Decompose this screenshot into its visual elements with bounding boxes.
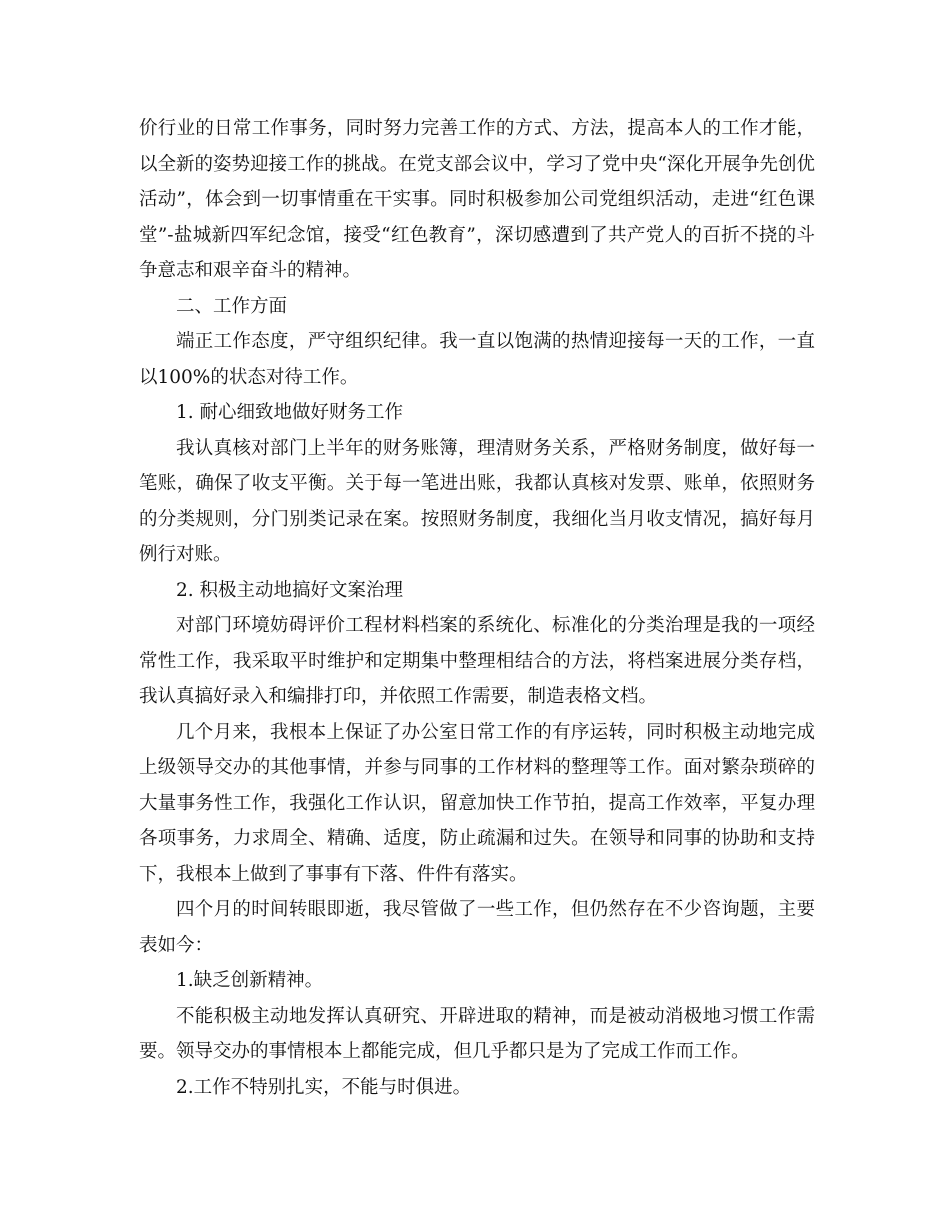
paragraph-months-summary: 几个月来，我根本上保证了办公室日常工作的有序运转，同时积极主动地完成上级领导交办的其他事情，并参与同事的工作材料的整理等工作。面对繁杂琐碎的大量事务性工作，我强化工作认识，留意加快工作节拍，提高工作效率，平复办理各项事务，力求周全、精确、适度，防止疏漏和过失。在领导和同事的协助和支持下，我根本上做到了事事有下落、件件有落实。 bbox=[139, 721, 815, 885]
paragraph-continuation: 价行业的日常工作事务，同时努力完善工作的方式、方法，提高本人的工作才能，以全新的姿势迎接工作的挑战。在党支部会议中，学习了党中央“深化开展争先创优活动”，体会到一切事情重在干实事。同时积极参加公司党组织活动，走进“红色课堂”-盐城新四军纪念馆，接受“红色教育”，深切感遭到了共产党人的百折不挠的斗争意志和艰辛奋斗的精神。 bbox=[139, 118, 815, 281]
problem-item-2: 2.工作不特别扎实，不能与时俱进。 bbox=[176, 1076, 472, 1098]
paragraph-finance: 我认真核对部门上半年的财务账簿，理清财务关系，严格财务制度，做好每一笔账，确保了收支平衡。关于每一笔进出账，我都认真核对发票、账单，依照财务的分类规则，分门别类记录在案。按照财务制度，我细化当月收支情况，搞好每月例行对账。 bbox=[139, 437, 815, 565]
subheading-finance: 1. 耐心细致地做好财务工作 bbox=[176, 402, 404, 423]
paragraph-work-attitude: 端正工作态度，严守组织纪律。我一直以饱满的热情迎接每一天的工作，一直以100%的状态对待工作。 bbox=[139, 331, 815, 388]
document-page bbox=[139, 111, 815, 1105]
problem-item-1: 1.缺乏创新精神。 bbox=[176, 970, 324, 991]
subheading-documents: 2. 积极主动地搞好文案治理 bbox=[176, 579, 404, 601]
paragraph-documents: 对部门环境妨碍评价工程材料档案的系统化、标准化的分类治理是我的一项经常性工作，我采取平时维护和定期集中整理相结合的方法，将档案进展分类存档，我认真搞好录入和编排打印，并依照工作需要，制造表格文档。 bbox=[139, 615, 815, 707]
paragraph-problems-intro: 四个月的时间转眼即逝，我尽管做了一些工作，但仍然存在不少咨询题，主要表如今： bbox=[139, 899, 815, 956]
section-heading-work: 二、工作方面 bbox=[176, 295, 288, 317]
paragraph-problem-1-detail: 不能积极主动地发挥认真研究、开辟进取的精神，而是被动消极地习惯工作需要。领导交办的事情根本上都能完成，但几乎都只是为了完成工作而工作。 bbox=[139, 1005, 815, 1062]
